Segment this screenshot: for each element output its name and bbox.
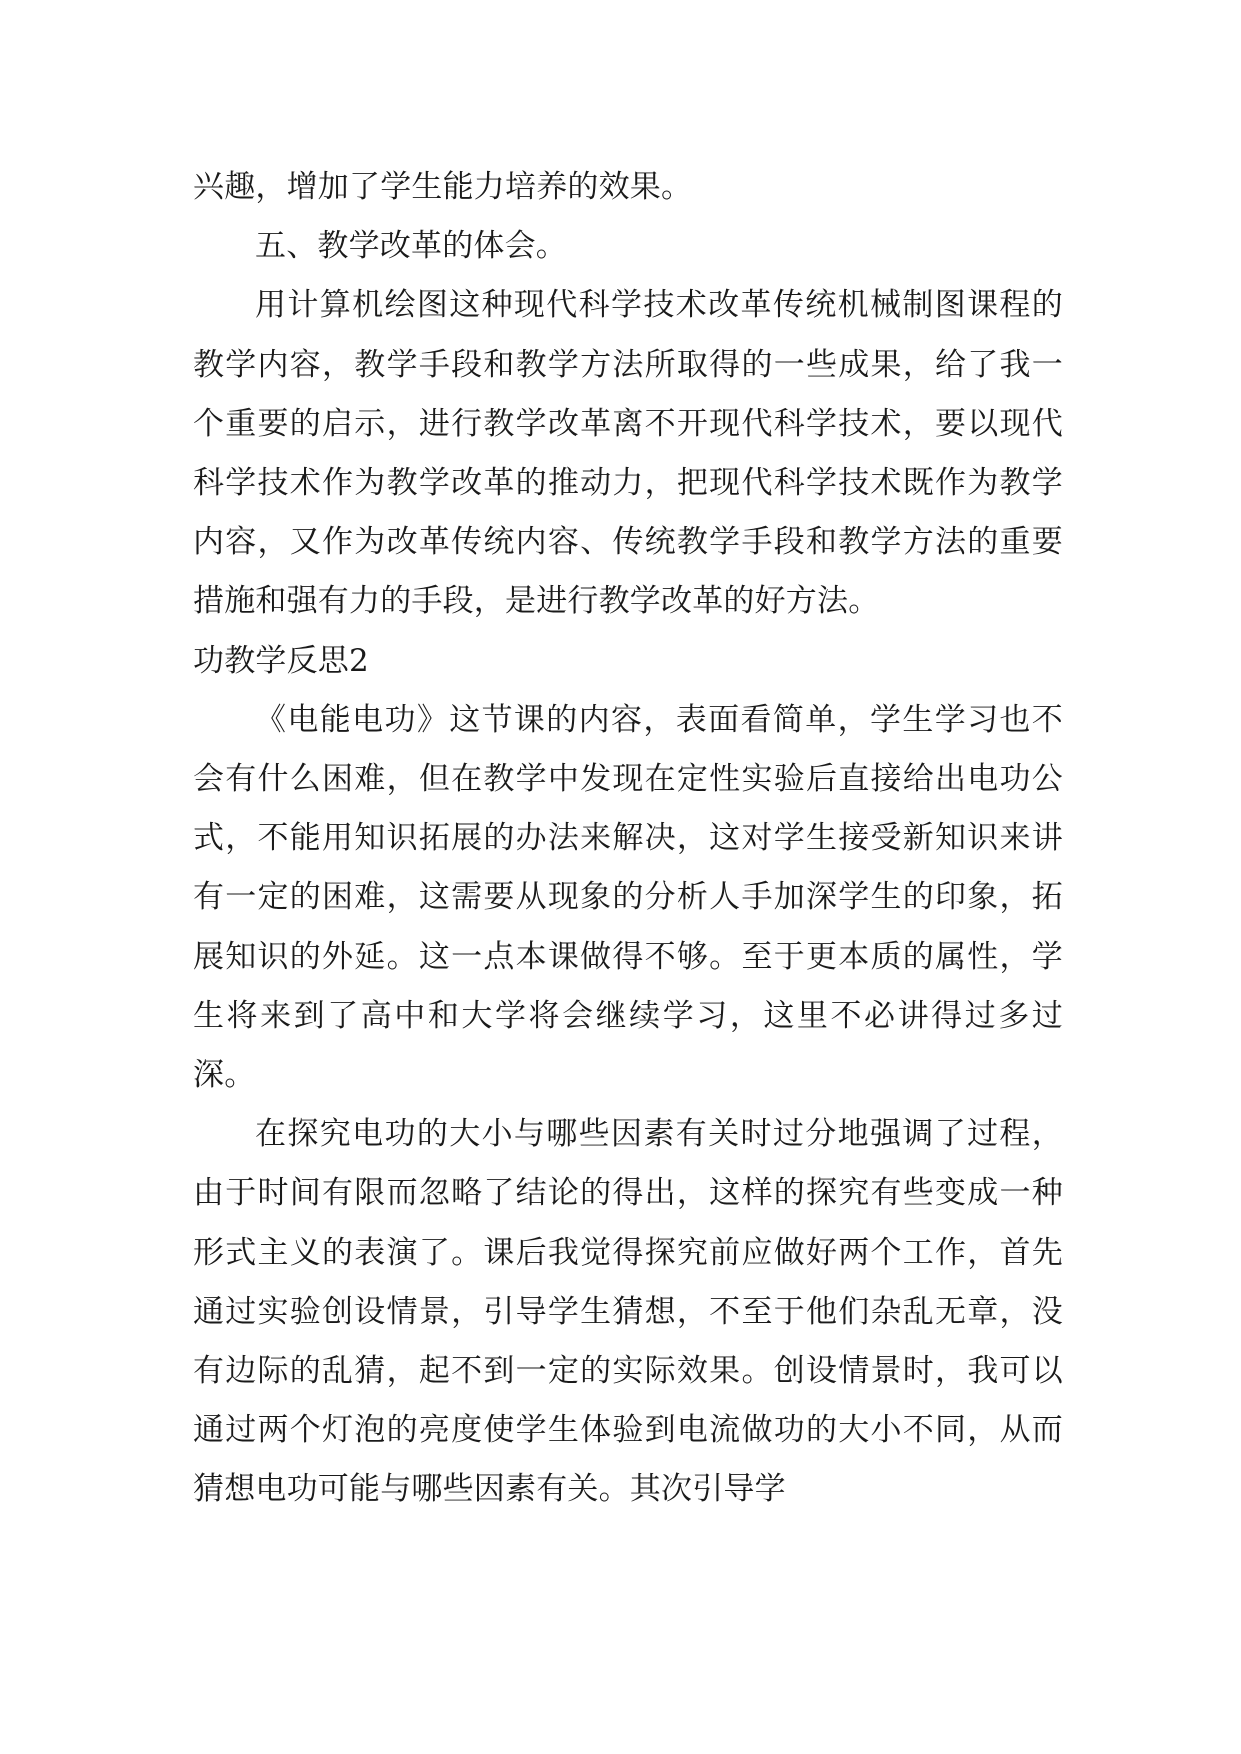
document-body bbox=[193, 158, 1063, 1520]
paragraph-lesson-content: 《电能电功》这节课的内容，表面看简单，学生学习也不会有什么困难，但在教学中发现在定性实验后直接给出电功公式，不能用知识拓展的办法来解决，这对学生接受新知识来讲有一定的困难，这需要从现象的分析人手加深学生的印象，拓展知识的外延。这一点本课做得不够。至于更本质的属性，学生将来到了高中和大学将会继续学习，这里不必讲得过多过深。 bbox=[193, 701, 1063, 1094]
paragraph-continuation: 兴趣，增加了学生能力培养的效果。 bbox=[193, 169, 693, 205]
paragraph-reform-insight: 用计算机绘图这种现代科学技术改革传统机械制图课程的教学内容，教学手段和教学方法所取得的一些成果，给了我一个重要的启示，进行教学改革离不开现代科学技术，要以现代科学技术作为教学改革的推动力，把现代科学技术既作为教学内容，又作为改革传统内容、传统教学手段和教学方法的重要措施和强有力的手段，是进行教学改革的好方法。 bbox=[193, 287, 1063, 620]
paragraph-inquiry-reflection: 在探究电功的大小与哪些因素有关时过分地强调了过程，由于时间有限而忽略了结论的得出，这样的探究有些变成一种形式主义的表演了。课后我觉得探究前应做好两个工作，首先通过实验创设情景，引导学生猜想，不至于他们杂乱无章，没有边际的乱猜，起不到一定的实际效果。创设情景时，我可以通过两个灯泡的亮度使学生体验到电流做功的大小不同，从而猜想电功可能与哪些因素有关。其次引导学 bbox=[193, 1116, 1063, 1508]
article-title: 功教学反思2 bbox=[193, 642, 369, 679]
section-heading-five: 五、教学改革的体会。 bbox=[255, 228, 567, 265]
